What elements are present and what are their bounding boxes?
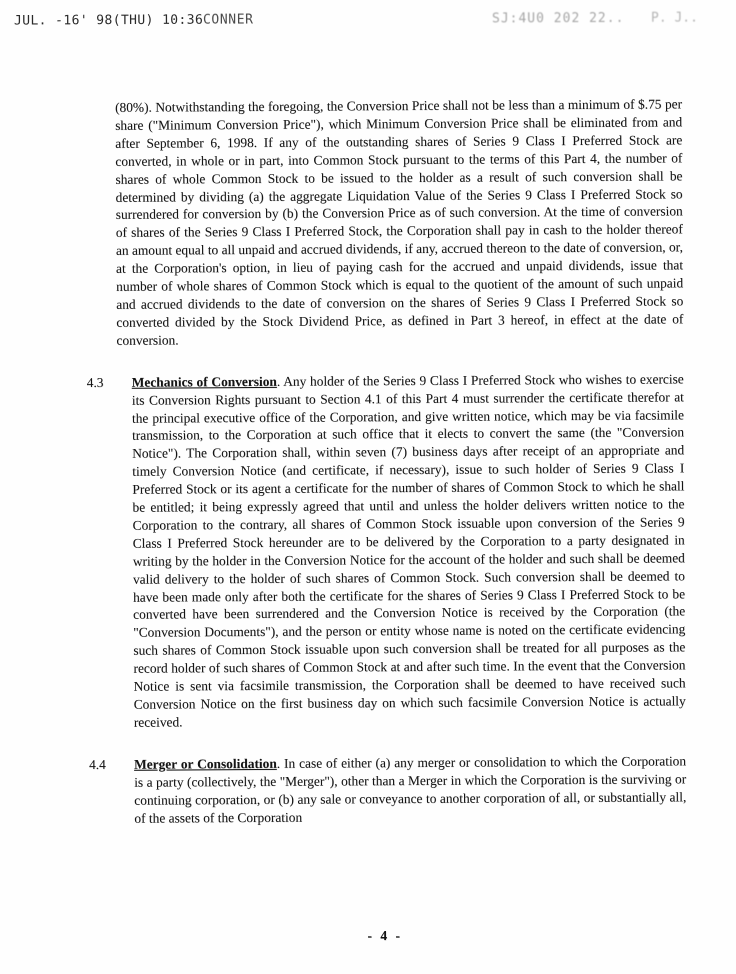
paragraph-conversion-price: (80%). Notwithstanding the foregoing, the Conversion Price shall not be less than a minimum of $.75 per share ("Minimum Conversion Price"), which Minimum Conversion Price shall be eliminated from and after September 6, 1998. If any of the outstanding shares of Series 9 Class I Preferred Stock are converted, in whole or in part, into Common Stock pursuant to the terms of this Part 4, the number of shares of whole Common Stock to be issued to the holder as a result of such conversion shall be determined by dividing (a) the aggregate Liquidation Value of the Series 9 Class I Preferred Stock so surrendered for conversion by (b) the Conversion Price as of such conversion. At the time of conversion of shares of the Series 9 Class I Preferred Stock, the Corporation shall pay in cash to the holder thereof an amount equal to all unpaid and accrued dividends, if any, accrued thereon to the date of conversion, or, at the Corporation's option, in lieu of paying cash for the accrued and unpaid dividends, issue that number of whole shares of Common Stock which is equal to the quotient of the amount of such unpaid and accrued dividends to the date of conversion on the shares of Series 9 Class I Preferred Stock so converted divided by the Stock Dividend Price, as defined in Part 3 hereof, in effect at the date of conversion. — [115, 96, 684, 348]
section-4-3-paragraph — [132, 370, 686, 731]
fax-page-indicator: P. J.. — [650, 10, 698, 26]
section-number-4-4: 4.4 — [89, 756, 106, 772]
page-number: - 4 - — [367, 928, 403, 943]
section-4-4-paragraph — [134, 752, 686, 827]
fax-header — [0, 10, 736, 35]
section-4-3-heading: Mechanics of Conversion — [131, 373, 277, 390]
section-number-4-3: 4.3 — [86, 374, 104, 390]
section-4-3 — [87, 370, 686, 732]
fax-number-faded: SJ:4U0 202 22.. — [491, 10, 625, 27]
fax-datetime: JUL. -16' 98(THU) 10:36 — [13, 12, 204, 29]
section-4-4 — [89, 752, 686, 827]
document-body — [85, 95, 686, 827]
section-4-4-heading: Merger or Consolidation — [134, 755, 277, 772]
section-4-3-text: . Any holder of the Series 9 Class I Preferred Stock who wishes to exercise its Conversion Rights pursuant to Section 4.1 of this Part 4 must surrender the certificate therefor at the principal executive office of the Corporation, and give written notice, which may be via facsimile transmission, to the Corporation at such office that it elects to convert the same (the "Conversion Notice"). The Corporation shall, within seven (7) business days after receipt of an appropriate and timely Conversion Notice (and certificate, if necessary), issue to such holder of Series 9 Class I Preferred Stock or its agent a certificate for the number of shares of Common Stock to which he shall be entitled; it being expressly agreed that until and unless the holder delivers written notice to the Corporation to the contrary, all shares of Common Stock issuable upon conversion of the Series 9 Class I Preferred Stock hereunder are to be delivered by the Corporation to a party designated in writing by the holder in the Conversion Notice for the account of the holder and such shall be deemed valid delivery to the holder of such shares of Common Stock. Such conversion shall be deemed to have been made only after both the certificate for the shares of Series 9 Class I Preferred Stock to be converted have been surrendered and the Conversion Notice is received by the Corporation (the "Conversion Documents"), and the person or entity whose name is noted on the certificate evidencing such shares of Common Stock issuable upon such conversion shall be treated for all purposes as the record holder of such shares of Common Stock at and after such time. In the event that the Conversion Notice is sent via facsimile transmission, the Corporation shall be deemed to have received such Conversion Notice on the first business day on which such facsimile Conversion Notice is actually received. — [131, 371, 686, 730]
fax-sender-name: CONNER — [202, 12, 254, 28]
section-4-4-text: . In case of either (a) any merger or consolidation to which the Corporation is a party (collectively, the "Merger"), other than a Merger in which the Corporation is the surviving or continuing corporation, or (b) any sale or conveyance to another corporation of all, or substantially all, of the assets of the Corporation — [134, 753, 687, 826]
